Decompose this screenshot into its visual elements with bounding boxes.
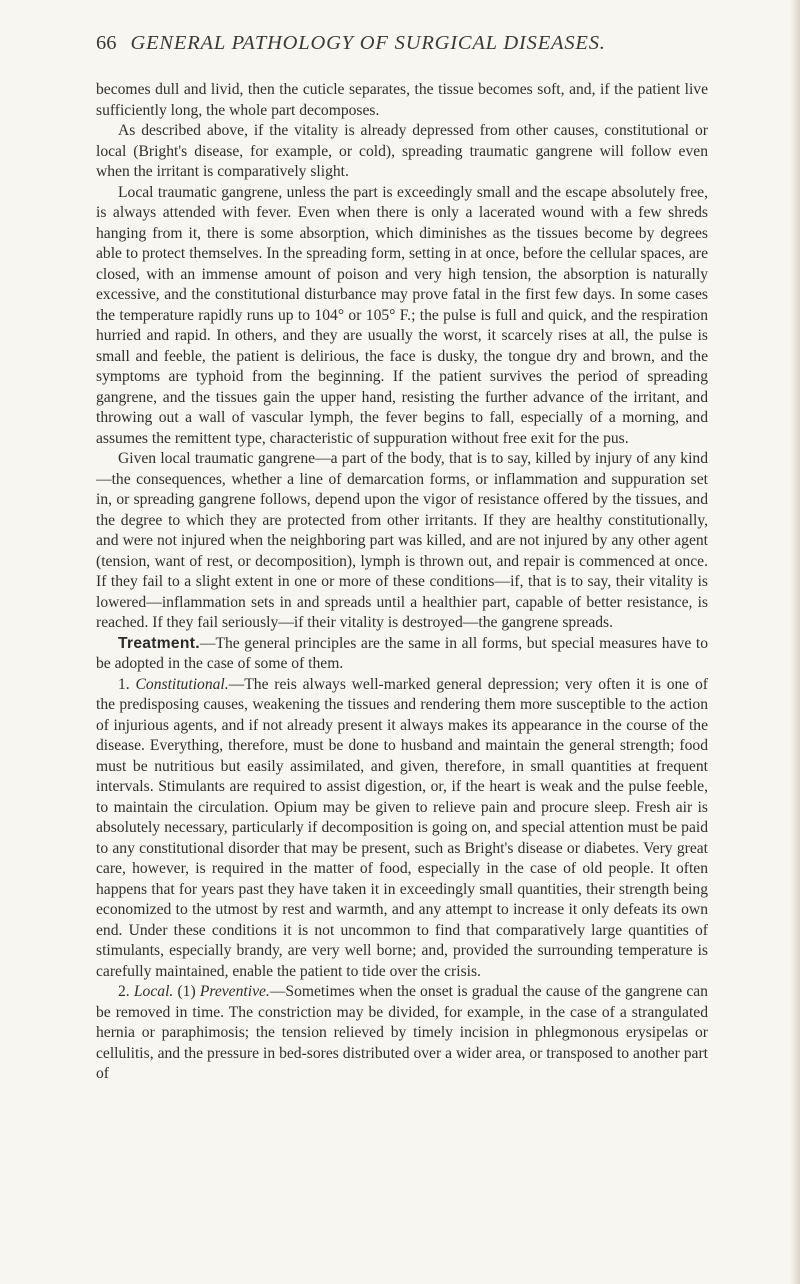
page-number: 66 bbox=[96, 32, 117, 54]
preventive-label: Preventive. bbox=[199, 983, 270, 1000]
paragraph-1: becomes dull and livid, then the cuticle separates, the tissue becomes soft, and, if the patient live sufficiently long, the whole part decomposes. bbox=[96, 81, 708, 119]
paragraph-3: Local traumatic gangrene, unless the part is exceedingly small and the escape absolutely free, is always attended with fever. Even when there is only a lacerated wound with a few shreds hanging from it, there is some absorption, which diminishes as the tissues become by degrees able to protect themselves. In the spreading form, setting in at once, before the cellular spaces, are closed, with an immense amount of poison and very high tension, the absorption is naturally excessive, and the constitutional disturbance may prove fatal in the first few days. In some cases the temperature rapidly runs up to 104° or 105° F.; the pulse is full and quick, and the respiration hurried and rapid. In others, and they are usually the worst, it scarcely rises at all, the pulse is small and feeble, the patient is delirious, the face is dusky, the tongue dry and brown, and the symptoms are typhoid from the beginning. If the patient survives the period of spreading gangrene, and the tissues gain the upper hand, resisting the further advance of the irritant, and throwing out a wall of vascular lymph, the fever begins to fall, especially of a morning, and assumes the remittent type, characteristic of suppuration without free exit for the pus. bbox=[96, 183, 708, 447]
book-page bbox=[96, 32, 708, 1272]
paragraph-4: Given local traumatic gangrene—a part of the body, that is to say, killed by injury of any kind—the consequences, whether a line of demarcation forms, or inflammation and suppuration set in, or spreading gangrene follows, depend upon the vigor of resistance offered by the tissues, and the degree to which they are protected from other irritants. If they are healthy constitutionally, and were not injured when the neighboring part was killed, and are not injured by any other agent (tension, want of rest, or decomposition), lymph is thrown out, and repair is commenced at once. If they fail to a slight extent in one or more of these conditions—if, that is to say, their vitality is lowered—inflammation sets in and spreads until a healthier part, capable of better resistance, is reached. If they fail seriously—if their vitality is destroyed—the gangrene spreads. bbox=[96, 450, 708, 631]
local-text: —Sometimes when the onset is gradual the cause of the gangrene can be removed in time. The constriction may be divided, for example, in the case of a strangulated hernia or paraphimosis; the tension relieved by timely incision in phlegmonous erysipelas or cellulitis, and the pressure in bed-sores distributed over a wider area, or transposed to another part of bbox=[96, 983, 708, 1082]
paragraph-2: As described above, if the vitality is already depressed from other causes, constitutional or local (Bright's disease, for example, or cold), spreading traumatic gangrene will follow even when the irritant is comparatively slight. bbox=[96, 122, 708, 180]
local-label: Local. bbox=[133, 983, 174, 1000]
constitutional-text: —The reis always well-marked general depression; very often it is one of the predisposing causes, weakening the tissues and rendering them more susceptible to the action of injurious agents, and if not already present it always makes its appearance in the course of the disease. Everything, therefore, must be done to husband and maintain the general strength; food must be nutritious but easily assimilated, and given, therefore, in small quantities at frequent intervals. Stimulants are required to assist digestion, or, if the heart is weak and the pulse feeble, to maintain the circulation. Opium may be given to relieve pain and procure sleep. Fresh air is absolutely necessary, particularly if decomposition is going on, and special attention must be paid to any constitutional disorder that may be present, such as Bright's disease or diabetes. Very great care, however, is required in the matter of food, especially in the case of old people. It often happens that for years past they have taken it in exceedingly small quantities, their strength being economized to the utmost by rest and warmth, and any attempt to increase it only defeats its own end. Under these conditions it is not uncommon to find that comparatively large quantities of stimulants, especially brandy, are very well borne; and, provided the surrounding temperature is carefully maintained, enable the patient to tide over the crisis. bbox=[96, 675, 708, 980]
running-title: GENERAL PATHOLOGY OF SURGICAL DISEASES. bbox=[130, 32, 606, 54]
treatment-text: —The general principles are the same in all forms, but special measures have to be adopted in the case of some of them. bbox=[96, 634, 708, 672]
paragraph-local bbox=[96, 982, 708, 1085]
constitutional-number: 1. bbox=[118, 675, 130, 693]
paragraph-constitutional bbox=[96, 675, 708, 983]
local-number: 2. bbox=[118, 983, 130, 1000]
running-head bbox=[96, 32, 708, 58]
treatment-heading: Treatment. bbox=[118, 634, 200, 652]
page-edge-shadow bbox=[790, 0, 800, 1284]
body-text bbox=[96, 80, 708, 1085]
constitutional-label: Constitutional. bbox=[135, 675, 229, 693]
preventive-number: (1) bbox=[177, 983, 196, 1000]
paragraph-treatment bbox=[96, 634, 708, 675]
